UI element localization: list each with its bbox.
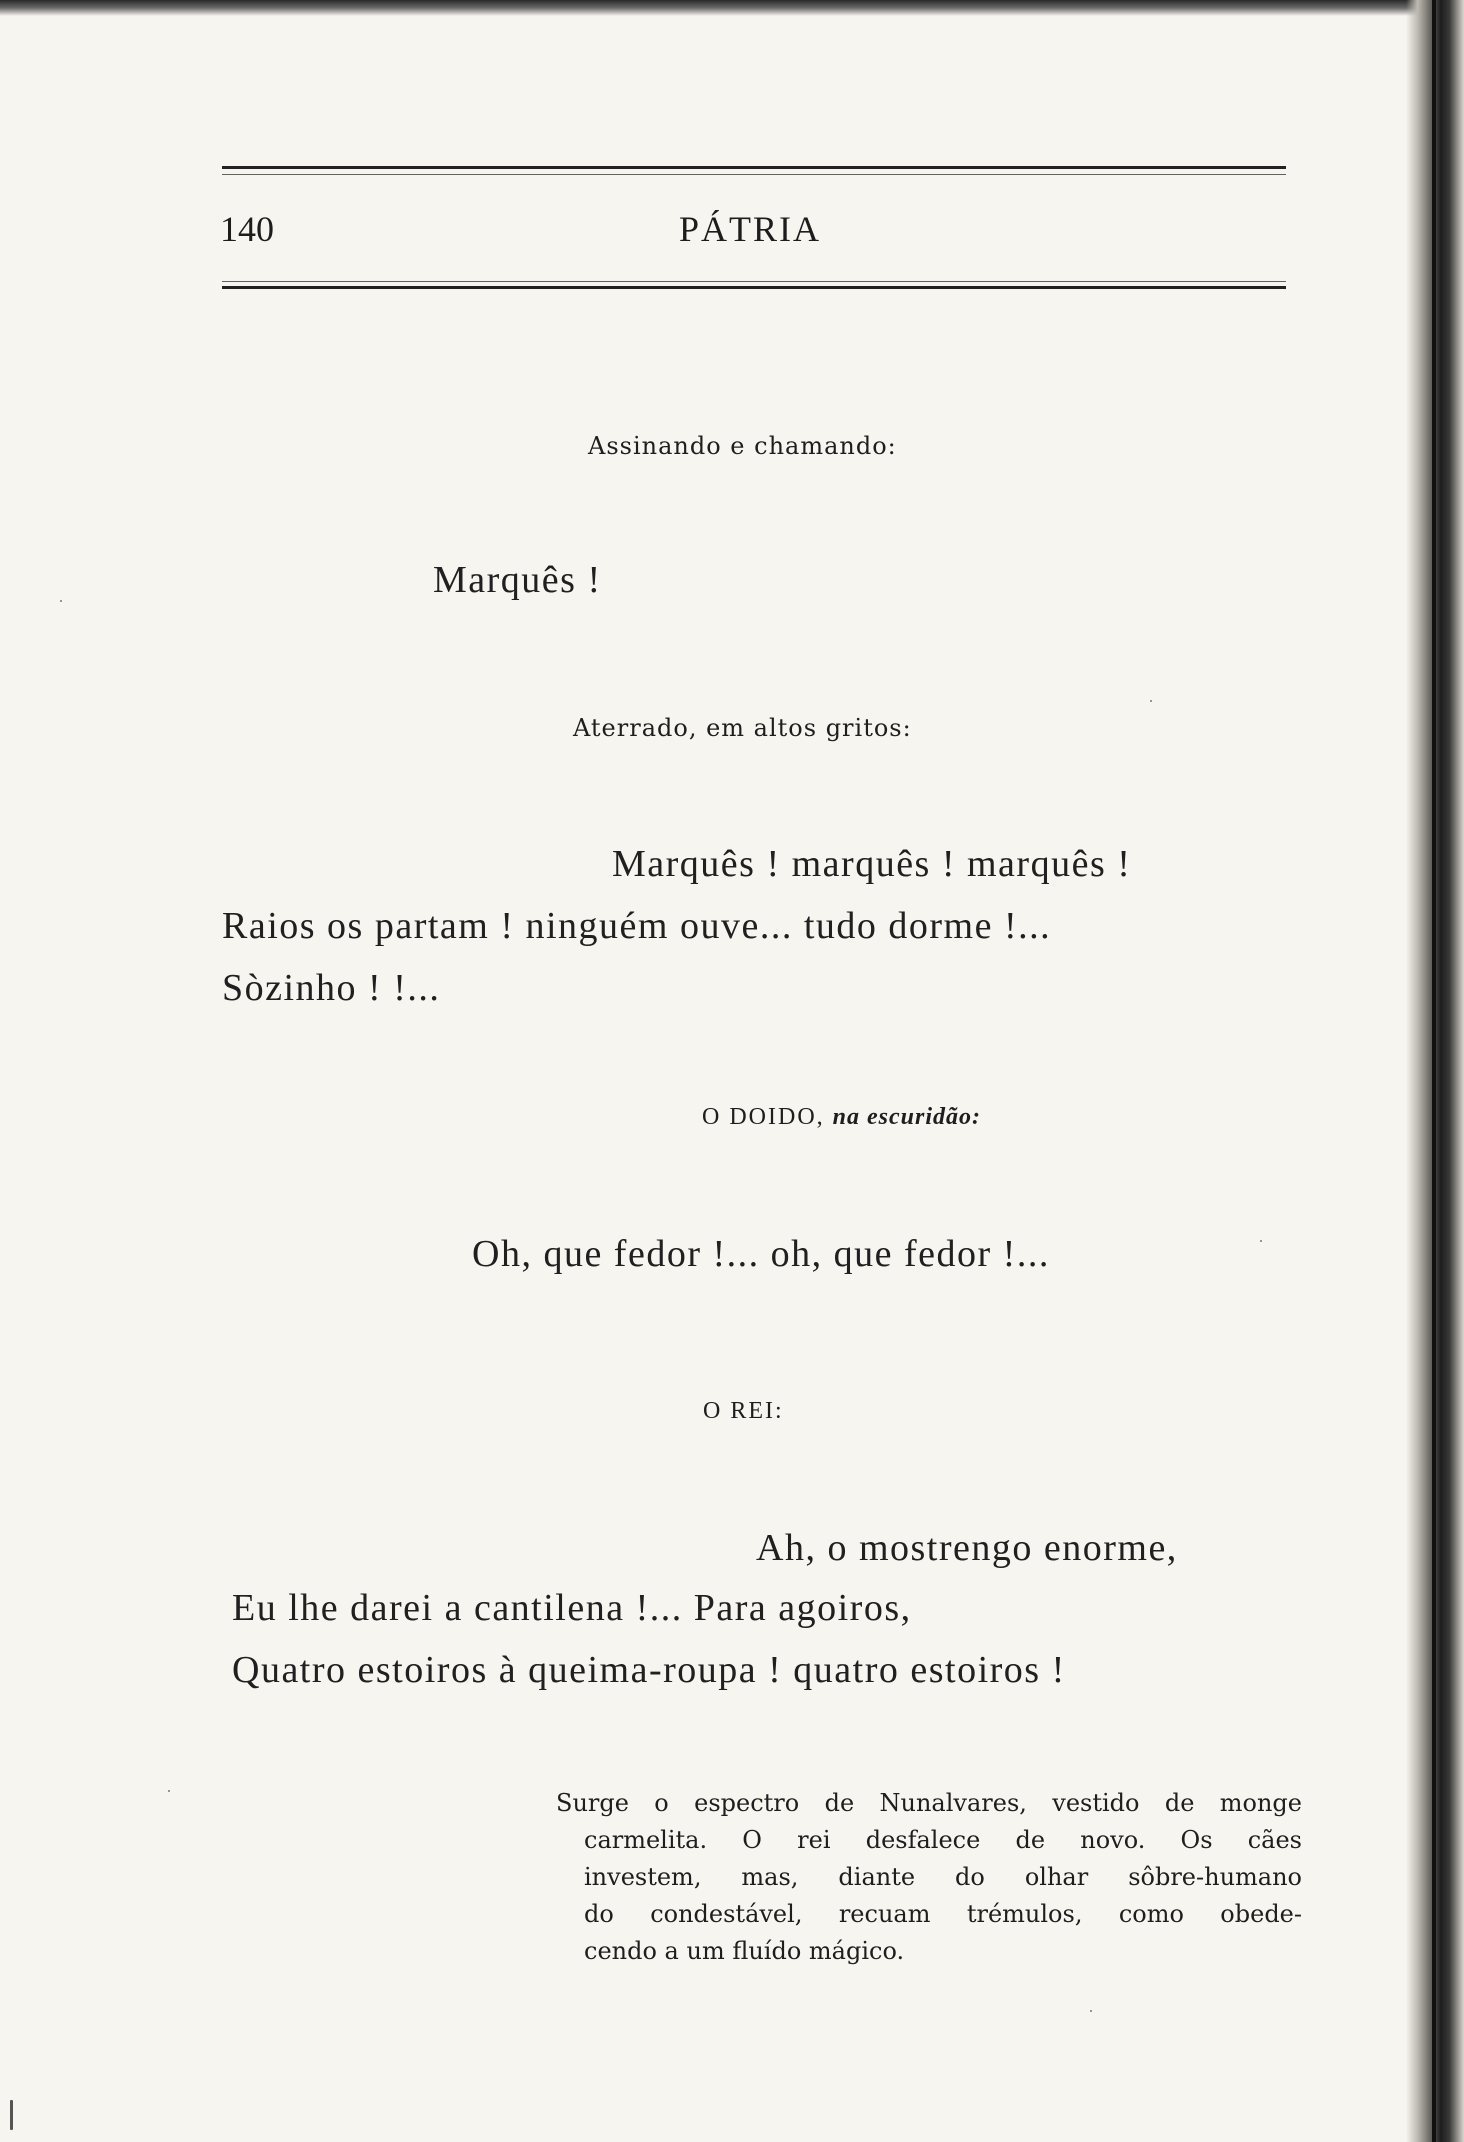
- stage-direction-line: carmelita. O rei desfalece de novo. Os cães: [584, 1826, 1302, 1854]
- verse-line: Marquês ! marquês ! marquês !: [612, 843, 1132, 885]
- verse-line: Marquês !: [433, 559, 602, 601]
- header-rule-top-thin: [222, 174, 1286, 175]
- scan-top-edge: [0, 0, 1464, 16]
- scan-speck: [1150, 700, 1152, 702]
- header-rule-top: [222, 166, 1286, 169]
- stage-direction-line: do condestável, recuam trémulos, como obede-: [584, 1900, 1302, 1928]
- verse-line: Quatro estoiros à queima-roupa ! quatro estoiros !: [232, 1649, 1066, 1691]
- stage-direction: Assinando e chamando:: [588, 432, 897, 460]
- stage-direction-block: [556, 1785, 1302, 1970]
- speaker-name: O DOIDO,: [702, 1104, 825, 1130]
- speaker-label: O REI:: [703, 1398, 784, 1424]
- verse-line: Sòzinho ! !...: [222, 967, 441, 1009]
- verse-line: Raios os partam ! ninguém ouve... tudo dorme !...: [222, 905, 1052, 947]
- page-number: 140: [220, 209, 274, 249]
- scan-speck: [1260, 1240, 1262, 1242]
- book-spine-line: [1432, 0, 1436, 2142]
- verse-line: Oh, que fedor !... oh, que fedor !...: [472, 1233, 1050, 1275]
- scan-speck: [1090, 2010, 1092, 2012]
- header-rule-bottom-thin: [222, 281, 1286, 282]
- scan-speck: [10, 2100, 13, 2130]
- stage-direction-line: cendo a um fluído mágico.: [584, 1937, 905, 1965]
- speaker-aside: na escuridão:: [832, 1104, 981, 1130]
- verse-line: Eu lhe darei a cantilena !... Para agoiros,: [232, 1587, 912, 1629]
- stage-direction-line: Surge o espectro de Nunalvares, vestido de monge: [556, 1789, 1302, 1817]
- running-title: PÁTRIA: [679, 209, 822, 249]
- stage-direction: Aterrado, em altos gritos:: [573, 714, 912, 742]
- header-rule-bottom: [222, 286, 1286, 289]
- speaker-label: [702, 1104, 981, 1131]
- scan-speck: [168, 1790, 170, 1792]
- stage-direction-line: investem, mas, diante do olhar sôbre-humano: [584, 1863, 1302, 1891]
- scan-speck: [60, 600, 62, 602]
- verse-line: Ah, o mostrengo enorme,: [756, 1527, 1178, 1569]
